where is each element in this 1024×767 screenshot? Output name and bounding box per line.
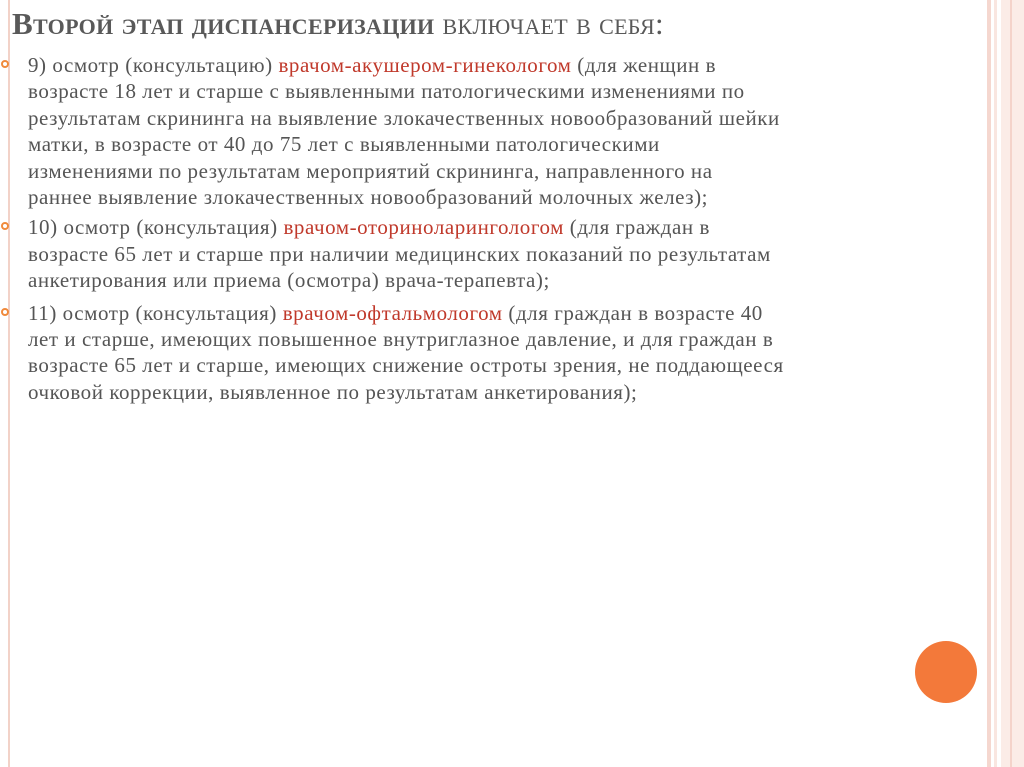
item-line [28,52,1024,78]
slide-body [28,52,1024,405]
orange-circle-decor [915,641,977,703]
line-text: (для граждан в возрасте 40 [502,300,763,325]
left-decor-line [8,0,10,767]
line-text: (для женщин в [571,53,717,77]
specialist-highlight: врачом-оториноларингологом [283,215,564,240]
list-item [28,214,1024,293]
item-line [28,214,1024,240]
slide-title [12,6,972,42]
list-item [28,52,1024,210]
bullet-icon [1,60,9,68]
item-line: очковой коррекции, выявленное по результатам анкетирования); [28,379,638,404]
line-text: 11) осмотр (консультация) [28,300,283,325]
line-text: (для граждан в [563,215,710,240]
item-line: анкетирования или приема (осмотра) врача-терапевта); [28,268,550,293]
item-line: раннее выявление злокачественных новообразований молочных желез); [28,185,709,210]
item-line: изменениями по результатам мероприятий скрининга, направленного на [28,158,713,183]
line-text: 10) осмотр (консультация) [28,215,284,240]
list-item [28,300,1024,406]
line-text: 9) осмотр (консультацию) [28,53,279,77]
item-line: возрасте 65 лет и старше, имеющих снижение остроты зрения, не поддающееся [28,353,784,378]
item-line [28,300,1024,326]
item-line: матки, в возрасте от 40 до 75 лет с выявленными патологическими [28,132,660,157]
bullet-icon [1,308,9,316]
item-line: лет и старше, имеющих повышенное внутриглазное давление, и для граждан в [28,327,774,352]
slide-title-rest: включает в себя: [434,6,664,41]
specialist-highlight: врачом-офтальмологом [282,300,503,325]
item-line: результатам скрининга на выявление злокачественных новообразований шейки [28,105,780,130]
slide-title-bold: Второй этап диспансеризации [12,6,435,41]
specialist-highlight: врачом-акушером-гинекологом [278,53,572,77]
item-line: возрасте 65 лет и старше при наличии медицинских показаний по результатам [28,241,771,266]
item-line: возрасте 18 лет и старше с выявленными патологическими изменениями по [28,79,745,104]
